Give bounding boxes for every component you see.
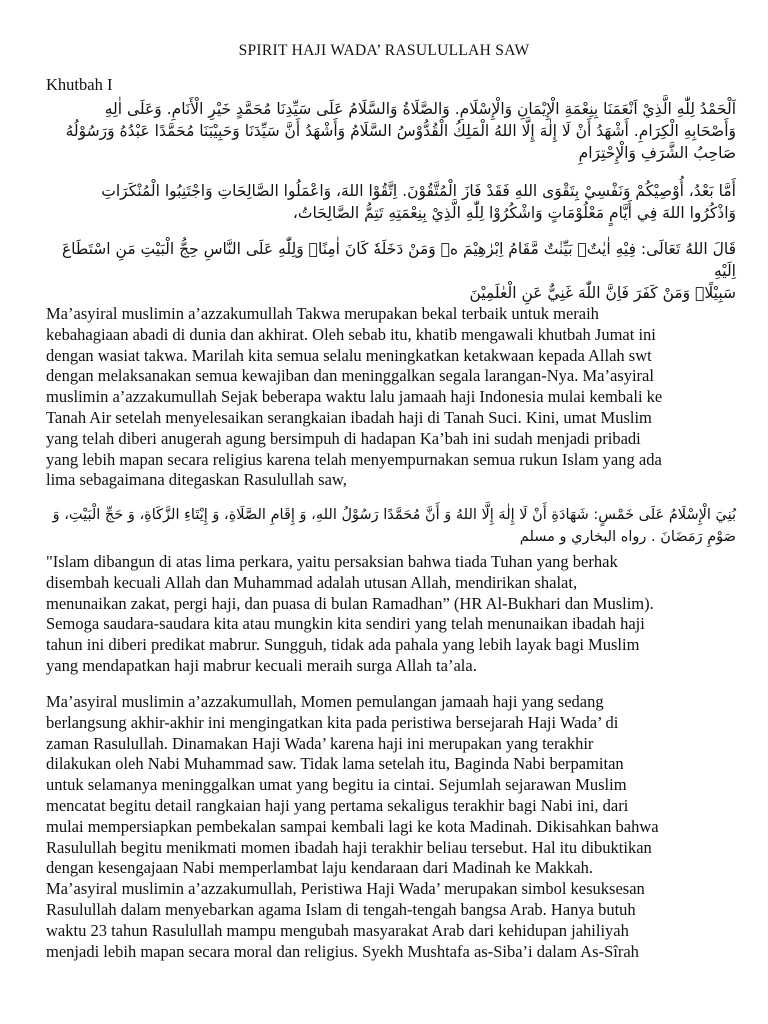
body-paragraph-1: Ma’asyiral muslimin a’azzakumullah Takwa merupakan bekal terbaik untuk meraih kebahagiaan abadi di dunia dan akhirat. Oleh sebab itu, khatib mengawali khutbah Jumat ini dengan wasiat takwa. Marilah kita semua selalu meningkatkan ketakwaan kepada Allah swt dengan melaksanakan semua kewajiban dan meninggalkan segala larangan-Nya. Ma’asyiral muslimin a’azzakumullah Sejak beberapa waktu lalu jamaah haji Indonesia mulai kembali ke Tanah Air setelah menyelesaikan serangkaian ibadah haji di Tanah Suci. Kini, umat Muslim yang telah diberi anugerah agung bersimpuh di hadapan Ka’bah ini sudah menjadi pribadi yang lebih mapan secara religius karena telah menyempurnakan semua rukun Islam yang ada lima sebagaimana ditegaskan Rasulullah saw, [46,304,663,490]
section-heading: Khutbah I [46,75,113,94]
document-title: SPIRIT HAJI WADA’ RASULULLAH SAW [238,42,530,59]
arabic-hadith-text: بُنِيَ الْإِسْلَامُ عَلَى خَمْسٍ: شَهَادَةِ أَنْ لَا إِلٰهَ إِلَّا اللهُ وَ أَنَّ مُحَمَّدًا رَسُوْلُ اللهِ، وَ إِقَامِ الصَّلَاةِ، وَ إِيْتَاءِ الزَّكَاةِ، وَ حَجِّ الْبَيْتِ، وَ صَوْمِ رَمَضَانَ . رواه البخاري و مسلم [52,507,736,545]
arabic-verse-text: قَالَ اللهُ تَعَالَى: فِيْهِ اٰيٰتٌۢ بَيِّنٰتٌ مَّقَامُ اِبْرٰهِيْمَ ەۚ وَمَنْ دَخَلَهٗ كَانَ اٰمِنًاۗ وَلِلّٰهِ عَلَى النَّاسِ حِجُّ الْبَيْتِ مَنِ اسْتَطَاعَ اِلَيْهِ سَبِيْلًاۗ وَمَنْ كَفَرَ فَاِنَّ اللّٰهَ غَنِيٌّ عَنِ الْعٰلَمِيْنَ [61,240,736,302]
body-paragraph-2: "Islam dibangun di atas lima perkara, yaitu persaksian bahwa tiada Tuhan yang berhak disembah kecuali Allah dan Muhammad adalah utusan Allah, mendirikan shalat, menunaikan zakat, pergi haji, dan puasa di bulan Ramadhan” (HR Al-Bukhari dan Muslim). Semoga saudara-saudara kita atau mungkin kita sendiri yang telah menunaikan ibadah haji tahun ini diberi predikat mabrur. Sungguh, tidak ada pahala yang lebih layak bagi Muslim yang mendapatkan haji mabrur kecuali meraih surga Allah ta’ala. [46,552,654,675]
body-paragraph-3: Ma’asyiral muslimin a’azzakumullah, Momen pemulangan jamaah haji yang sedang berlangsung akhir-akhir ini mengingatkan kita pada peristiwa bersejarah Haji Wada’ di zaman Rasulullah. Dinamakan Haji Wada’ karena haji ini merupakan yang terakhir dilakukan oleh Nabi Muhammad saw. Tidak lama setelah itu, Baginda Nabi berpamitan untuk selamanya meninggalkan umat yang begitu ia cintai. Sejumlah sejarawan Muslim mencatat begitu detail rangkaian haji yang pertama sekaligus terakhir bagi Nabi ini, dari mulai mempersiapkan pembekalan sampai kembali lagi ke kota Madinah. Dikisahkan bahwa Rasulullah begitu menikmati momen ibadah haji terakhir beliau tersebut. Hal itu dibuktikan dengan kesengajaan Nabi memperlambat laju kendaraan dari Madinah ke Makkah. Ma’asyiral muslimin a’azzakumullah, Peristiwa Haji Wada’ merupakan simbol kesuksesan Rasulullah dalam menyebarkan agama Islam di tengah-tengah bangsa Arab. Hanya butuh waktu 23 tahun Rasulullah mampu mengubah masyarakat Arab dari kehidupan jahiliyah menjadi lebih mapan secara moral dan religius. Syekh Mushtafa as-Siba’i dalam As-Sîrah [46,692,659,961]
arabic-opening-text: اَلْحَمْدُ لِلّٰهِ الَّذِيْ اَنْعَمَنَا بِنِعْمَةِ الْإِيْمَانِ وَالْإِسْلَامِ. وَالصَّلَاةُ وَالسَّلَامُ عَلَى سَيِّدِنَا مُحَمَّدٍ خَيْرِ الْأَنَامِ. وَعَلَى اٰلِهِ وَأَصْحَابِهِ الْكِرَامِ. أَشْهَدُ أَنْ لَا إِلٰهَ إِلَّا اللهُ الْمَلِكُ الْقُدُّوْسُ السَّلَامُ وَأَشْهَدُ أَنَّ سَيِّدَنَا وَحَبِيْبَنَا مُحَمَّدًا عَبْدُهُ وَرَسُوْلُهُ صَاحِبُ الشَّرَفِ وَالْإِحْتِرَامِ [65,100,736,162]
arabic-wasiat-text: أَمَّا بَعْدُ، أُوْصِيْكُمْ وَنَفْسِيْ بِتَقْوَى اللهِ فَقَدْ فَازَ الْمُتَّقُوْنَ. اِتَّقُوْا اللهَ، وَاعْمَلُوا الصَّالِحَاتِ وَاجْتَنِبُوا الْمُنْكَرَاتِ وَاذْكُرُوا اللهَ فِي أَيَّامٍ مَعْلُوْمَاتٍ وَاشْكُرُوْا لِلّٰهِ الَّذِيْ بِنِعْمَتِهِ تَتِمُّ الصَّالِحَاتُ، [101,182,736,222]
